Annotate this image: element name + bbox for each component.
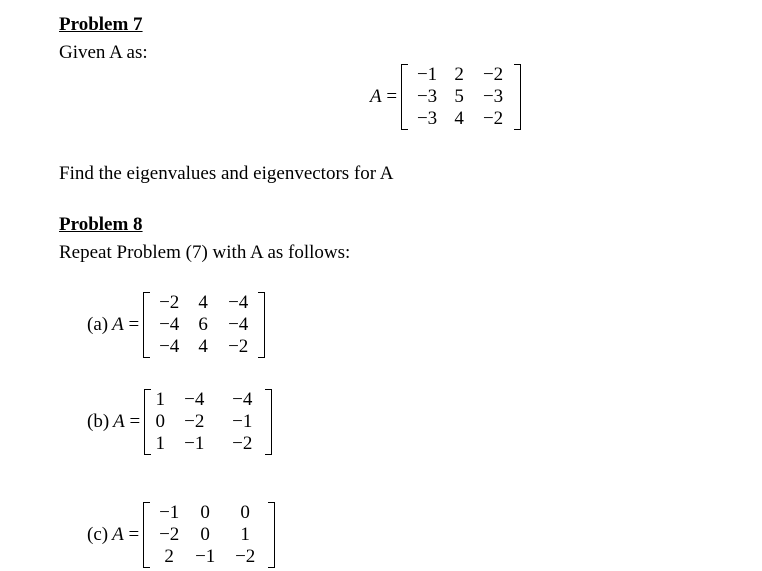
matrix-cell: 1 — [155, 389, 165, 410]
part-b-equation — [87, 389, 272, 455]
problem7-intro: Given A as: — [59, 42, 148, 63]
left-bracket — [144, 389, 151, 455]
part-b-label: A = — [113, 411, 141, 432]
matrix-cell: 5 — [454, 86, 464, 107]
equation-label: A = — [370, 86, 398, 107]
matrix-cell: −1 — [195, 546, 216, 567]
part-b-prefix: (b) — [87, 411, 110, 432]
left-bracket — [143, 292, 150, 358]
right-bracket — [268, 502, 275, 568]
variable-a: A — [112, 314, 124, 335]
matrix-cell: −2 — [228, 336, 249, 357]
matrix-entries — [151, 389, 265, 455]
matrix-cell: −2 — [159, 292, 180, 313]
matrix-entries — [150, 502, 268, 568]
right-bracket — [258, 292, 265, 358]
part-c-prefix: (c) — [87, 524, 109, 545]
matrix-cell: 6 — [198, 314, 208, 335]
part-c-label: A = — [112, 524, 140, 545]
problem7-heading: Problem 7 — [59, 14, 143, 35]
problem7-equation — [370, 64, 521, 130]
part-a-label: A = — [112, 314, 140, 335]
matrix-cell: −2 — [482, 64, 504, 85]
matrix-cell: −4 — [228, 292, 249, 313]
matrix-cell: 4 — [454, 108, 464, 129]
matrix-cell: −4 — [184, 389, 205, 410]
problem8-heading: Problem 8 — [59, 214, 143, 235]
part-a-equation — [87, 292, 265, 358]
matrix-cell: 1 — [155, 433, 165, 454]
matrix-cell: −2 — [159, 524, 180, 545]
left-bracket — [143, 502, 150, 568]
matrix-cell: 0 — [240, 502, 250, 523]
matrix-cell: 0 — [200, 502, 210, 523]
right-bracket — [514, 64, 521, 130]
part-a-matrix — [143, 292, 265, 358]
matrix-cell: 1 — [240, 524, 250, 545]
matrix-cell: 4 — [198, 292, 208, 313]
problem7-matrix — [401, 64, 521, 130]
matrix-cell: −2 — [232, 433, 253, 454]
matrix-cell: −4 — [159, 336, 180, 357]
problem7-task: Find the eigenvalues and eigenvectors for A — [59, 163, 394, 184]
matrix-cell: 0 — [200, 524, 210, 545]
variable-a: A — [113, 411, 125, 432]
part-a-prefix: (a) — [87, 314, 109, 335]
matrix-entries — [408, 64, 514, 130]
right-bracket — [265, 389, 272, 455]
matrix-entries — [150, 292, 258, 358]
problem8-intro: Repeat Problem (7) with A as follows: — [59, 242, 351, 263]
matrix-cell: −1 — [416, 64, 438, 85]
variable-a: A — [112, 524, 124, 545]
matrix-cell: −4 — [228, 314, 249, 335]
matrix-cell: −3 — [416, 108, 438, 129]
part-b-matrix — [144, 389, 272, 455]
matrix-cell: −2 — [482, 108, 504, 129]
matrix-cell: 4 — [198, 336, 208, 357]
part-c-equation — [87, 502, 275, 568]
matrix-cell: −4 — [232, 389, 253, 410]
matrix-cell: −3 — [416, 86, 438, 107]
matrix-cell: 2 — [454, 64, 464, 85]
part-c-matrix — [143, 502, 275, 568]
matrix-cell: −4 — [159, 314, 180, 335]
matrix-cell: −1 — [159, 502, 180, 523]
matrix-cell: −2 — [235, 546, 256, 567]
matrix-cell: −2 — [184, 411, 205, 432]
matrix-cell: 0 — [155, 411, 165, 432]
matrix-cell: 2 — [164, 546, 174, 567]
matrix-cell: −1 — [232, 411, 253, 432]
matrix-cell: −1 — [184, 433, 205, 454]
matrix-cell: −3 — [482, 86, 504, 107]
left-bracket — [401, 64, 408, 130]
variable-a: A — [370, 86, 382, 107]
